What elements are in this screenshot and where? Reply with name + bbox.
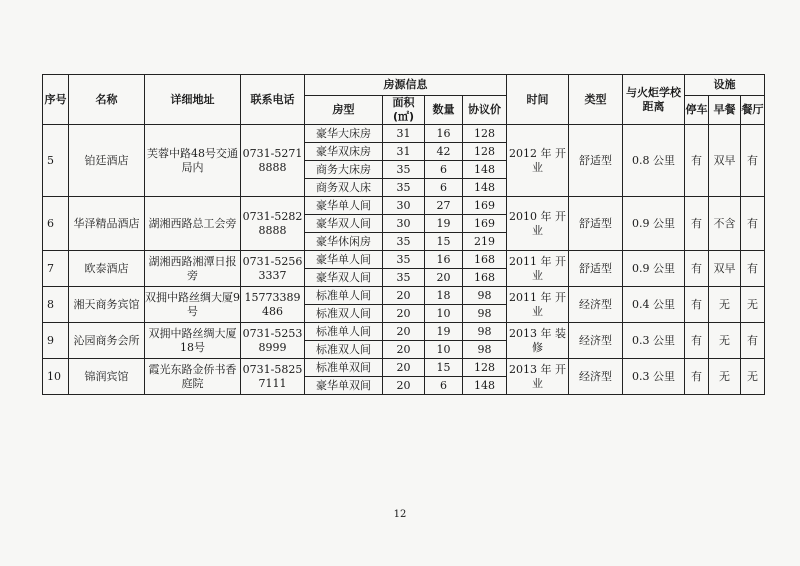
hotel-opening-time: 2013 年 装修 bbox=[507, 323, 569, 359]
header-restaurant: 餐厅 bbox=[741, 96, 765, 125]
header-seq: 序号 bbox=[43, 75, 69, 125]
room-type: 豪华单人间 bbox=[305, 197, 383, 215]
room-quantity: 6 bbox=[425, 179, 463, 197]
hotel-seq: 5 bbox=[43, 125, 69, 197]
room-quantity: 19 bbox=[425, 215, 463, 233]
hotel-parking: 有 bbox=[685, 251, 709, 287]
hotel-phone: 0731-5282 8888 bbox=[241, 197, 305, 251]
room-quantity: 18 bbox=[425, 287, 463, 305]
room-type: 标准双人间 bbox=[305, 341, 383, 359]
room-area: 31 bbox=[383, 125, 425, 143]
room-area: 20 bbox=[383, 341, 425, 359]
room-quantity: 6 bbox=[425, 161, 463, 179]
room-price: 148 bbox=[463, 161, 507, 179]
room-price: 168 bbox=[463, 269, 507, 287]
hotel-name: 华泽精品酒店 bbox=[69, 197, 145, 251]
room-type: 标准单人间 bbox=[305, 287, 383, 305]
header-category: 类型 bbox=[569, 75, 623, 125]
hotel-distance: 0.8 公里 bbox=[623, 125, 685, 197]
hotel-parking: 有 bbox=[685, 125, 709, 197]
hotel-parking: 有 bbox=[685, 197, 709, 251]
header-parking: 停车 bbox=[685, 96, 709, 125]
hotel-breakfast: 双早 bbox=[709, 125, 741, 197]
hotel-address: 湖湘西路总工会旁 bbox=[145, 197, 241, 251]
table-row bbox=[43, 251, 765, 269]
room-type: 商务大床房 bbox=[305, 161, 383, 179]
room-type: 豪华双人间 bbox=[305, 215, 383, 233]
room-quantity: 42 bbox=[425, 143, 463, 161]
header-facilities: 设施 bbox=[685, 75, 765, 96]
hotel-seq: 10 bbox=[43, 359, 69, 395]
room-type: 标准单人间 bbox=[305, 323, 383, 341]
hotel-category: 经济型 bbox=[569, 359, 623, 395]
header-area: 面积(㎡) bbox=[383, 96, 425, 125]
hotel-parking: 有 bbox=[685, 359, 709, 395]
room-quantity: 16 bbox=[425, 125, 463, 143]
hotel-phone: 15773389 486 bbox=[241, 287, 305, 323]
hotel-distance: 0.3 公里 bbox=[623, 323, 685, 359]
hotel-breakfast: 无 bbox=[709, 359, 741, 395]
hotel-breakfast: 无 bbox=[709, 323, 741, 359]
room-area: 30 bbox=[383, 215, 425, 233]
header-room-info: 房源信息 bbox=[305, 75, 507, 96]
hotel-address: 双拥中路丝绸大厦18号 bbox=[145, 323, 241, 359]
room-area: 35 bbox=[383, 269, 425, 287]
room-type: 豪华大床房 bbox=[305, 125, 383, 143]
hotel-seq: 9 bbox=[43, 323, 69, 359]
hotel-breakfast: 无 bbox=[709, 287, 741, 323]
hotel-category: 舒适型 bbox=[569, 125, 623, 197]
room-price: 128 bbox=[463, 143, 507, 161]
hotel-phone: 0731-5253 8999 bbox=[241, 323, 305, 359]
room-area: 30 bbox=[383, 197, 425, 215]
hotel-opening-time: 2010 年 开业 bbox=[507, 197, 569, 251]
room-price: 169 bbox=[463, 215, 507, 233]
hotel-opening-time: 2011 年 开业 bbox=[507, 287, 569, 323]
room-type: 标准单双间 bbox=[305, 359, 383, 377]
hotel-category: 经济型 bbox=[569, 323, 623, 359]
room-quantity: 19 bbox=[425, 323, 463, 341]
hotel-restaurant: 有 bbox=[741, 197, 765, 251]
hotel-phone: 0731-5271 8888 bbox=[241, 125, 305, 197]
hotel-distance: 0.9 公里 bbox=[623, 197, 685, 251]
room-quantity: 16 bbox=[425, 251, 463, 269]
header-phone: 联系电话 bbox=[241, 75, 305, 125]
room-area: 20 bbox=[383, 323, 425, 341]
room-price: 219 bbox=[463, 233, 507, 251]
room-quantity: 15 bbox=[425, 359, 463, 377]
hotel-opening-time: 2013 年 开业 bbox=[507, 359, 569, 395]
room-quantity: 10 bbox=[425, 341, 463, 359]
room-type: 标准双人间 bbox=[305, 305, 383, 323]
hotel-address: 湖湘西路湘潭日报旁 bbox=[145, 251, 241, 287]
header-time: 时间 bbox=[507, 75, 569, 125]
hotel-phone: 0731-5256 3337 bbox=[241, 251, 305, 287]
room-price: 148 bbox=[463, 377, 507, 395]
hotel-restaurant: 无 bbox=[741, 359, 765, 395]
table-row bbox=[43, 323, 765, 341]
hotel-distance: 0.9 公里 bbox=[623, 251, 685, 287]
hotel-category: 舒适型 bbox=[569, 197, 623, 251]
room-type: 商务双人床 bbox=[305, 179, 383, 197]
hotel-address: 双拥中路丝绸大厦9号 bbox=[145, 287, 241, 323]
room-price: 98 bbox=[463, 287, 507, 305]
header-name: 名称 bbox=[69, 75, 145, 125]
hotel-parking: 有 bbox=[685, 287, 709, 323]
hotel-name: 欧泰酒店 bbox=[69, 251, 145, 287]
room-area: 35 bbox=[383, 251, 425, 269]
header-price: 协议价 bbox=[463, 96, 507, 125]
room-price: 169 bbox=[463, 197, 507, 215]
room-price: 98 bbox=[463, 323, 507, 341]
header-quantity: 数量 bbox=[425, 96, 463, 125]
room-type: 豪华休闲房 bbox=[305, 233, 383, 251]
room-area: 31 bbox=[383, 143, 425, 161]
room-quantity: 10 bbox=[425, 305, 463, 323]
hotel-restaurant: 有 bbox=[741, 323, 765, 359]
hotel-restaurant: 有 bbox=[741, 251, 765, 287]
hotel-phone: 0731-5825 7111 bbox=[241, 359, 305, 395]
room-type: 豪华双人间 bbox=[305, 269, 383, 287]
room-quantity: 27 bbox=[425, 197, 463, 215]
hotel-seq: 7 bbox=[43, 251, 69, 287]
room-quantity: 15 bbox=[425, 233, 463, 251]
hotel-breakfast: 双早 bbox=[709, 251, 741, 287]
room-quantity: 6 bbox=[425, 377, 463, 395]
hotel-name: 锦润宾馆 bbox=[69, 359, 145, 395]
room-area: 20 bbox=[383, 377, 425, 395]
hotel-category: 经济型 bbox=[569, 287, 623, 323]
room-type: 豪华单双间 bbox=[305, 377, 383, 395]
table-row bbox=[43, 125, 765, 143]
hotel-name: 铂廷酒店 bbox=[69, 125, 145, 197]
hotel-table-body bbox=[43, 125, 765, 395]
hotel-breakfast: 不含 bbox=[709, 197, 741, 251]
header-address: 详细地址 bbox=[145, 75, 241, 125]
hotel-restaurant: 有 bbox=[741, 125, 765, 197]
room-area: 35 bbox=[383, 179, 425, 197]
hotel-table bbox=[42, 74, 765, 395]
page-number: 12 bbox=[393, 509, 407, 520]
room-type: 豪华双床房 bbox=[305, 143, 383, 161]
table-row bbox=[43, 359, 765, 377]
room-price: 128 bbox=[463, 125, 507, 143]
room-area: 20 bbox=[383, 305, 425, 323]
table-row bbox=[43, 287, 765, 305]
hotel-category: 舒适型 bbox=[569, 251, 623, 287]
header-breakfast: 早餐 bbox=[709, 96, 741, 125]
room-type: 豪华单人间 bbox=[305, 251, 383, 269]
hotel-address: 霞光东路金侨书香庭院 bbox=[145, 359, 241, 395]
hotel-name: 沁园商务会所 bbox=[69, 323, 145, 359]
table-row bbox=[43, 197, 765, 215]
room-price: 98 bbox=[463, 341, 507, 359]
hotel-seq: 6 bbox=[43, 197, 69, 251]
header-distance: 与火炬学校距离 bbox=[623, 75, 685, 125]
room-area: 20 bbox=[383, 359, 425, 377]
room-price: 128 bbox=[463, 359, 507, 377]
room-area: 20 bbox=[383, 287, 425, 305]
room-area: 35 bbox=[383, 233, 425, 251]
room-area: 35 bbox=[383, 161, 425, 179]
hotel-restaurant: 无 bbox=[741, 287, 765, 323]
hotel-seq: 8 bbox=[43, 287, 69, 323]
hotel-distance: 0.3 公里 bbox=[623, 359, 685, 395]
hotel-name: 湘天商务宾馆 bbox=[69, 287, 145, 323]
room-price: 168 bbox=[463, 251, 507, 269]
hotel-opening-time: 2011 年 开业 bbox=[507, 251, 569, 287]
header-room-type: 房型 bbox=[305, 96, 383, 125]
room-price: 98 bbox=[463, 305, 507, 323]
room-price: 148 bbox=[463, 179, 507, 197]
room-quantity: 20 bbox=[425, 269, 463, 287]
hotel-parking: 有 bbox=[685, 323, 709, 359]
hotel-opening-time: 2012 年 开业 bbox=[507, 125, 569, 197]
hotel-distance: 0.4 公里 bbox=[623, 287, 685, 323]
hotel-address: 芙蓉中路48号交通局内 bbox=[145, 125, 241, 197]
